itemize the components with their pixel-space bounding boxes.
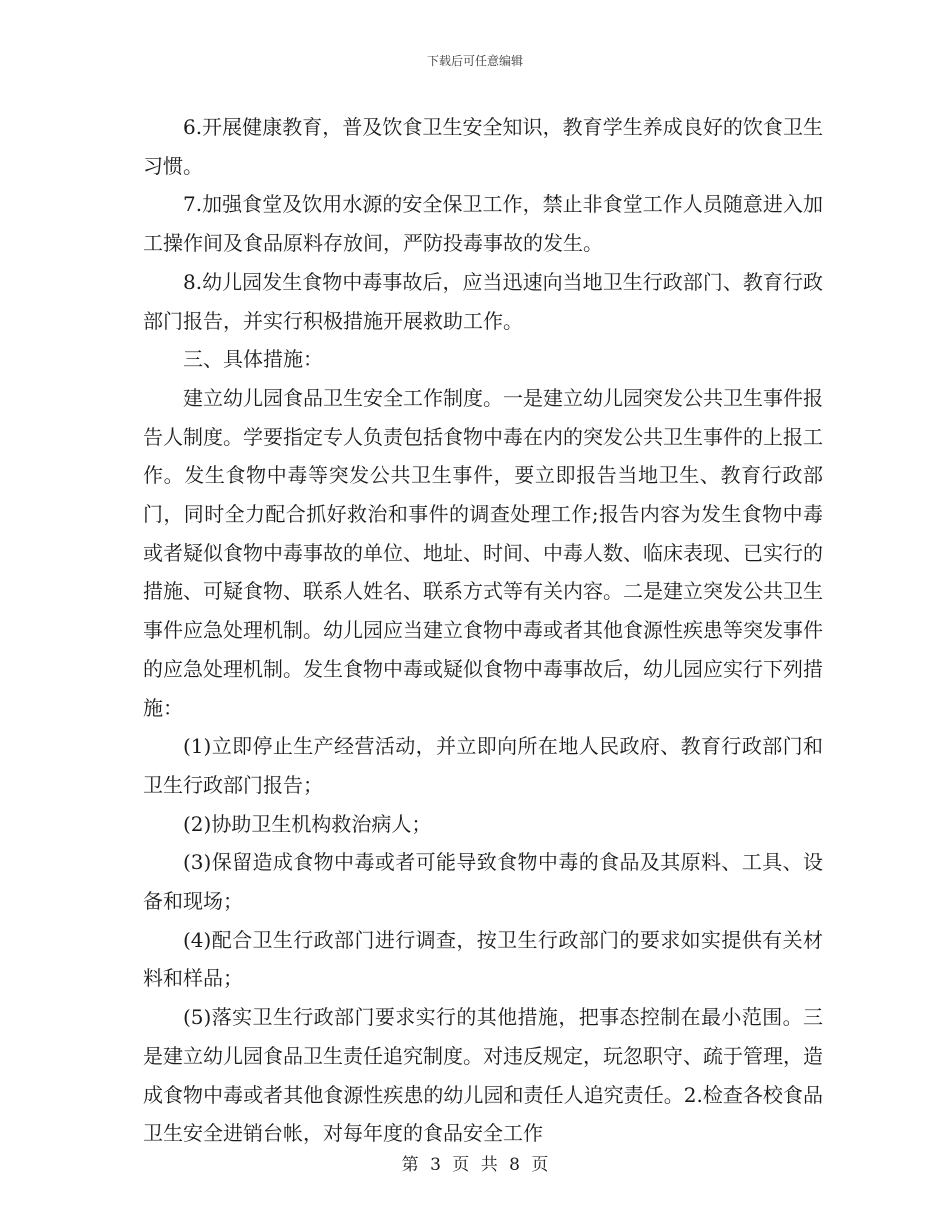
total-pages-number: 8	[509, 1155, 520, 1175]
page-label-mid2: 共	[480, 1155, 498, 1175]
page-label-suffix: 页	[531, 1155, 549, 1175]
measure-item-5: (5)落实卫生行政部门要求实行的其他措施，把事态控制在最小范围。三是建立幼儿园食品卫生责任追究制度。对违反规定，玩忽职守、疏于管理，造成食物中毒或者其他食源性疾患的幼儿园和责任人追究责任。2.检查各校食品卫生安全进销台帐，对每年度的食品安全工作	[143, 1005, 823, 1146]
paragraph-item-6: 6.开展健康教育，普及饮食卫生安全知识，教育学生养成良好的饮食卫生习惯。	[143, 115, 823, 178]
paragraph-safety-system: 建立幼儿园食品卫生安全工作制度。一是建立幼儿园突发公共卫生事件报告人制度。学要指定专人负责包括食物中毒在内的突发公共卫生事件的上报工作。发生食物中毒等突发公共卫生事件，要立即报告当地卫生、教育行政部门，同时全力配合抓好救治和事件的调查处理工作;报告内容为发生食物中毒或者疑似食物中毒事故的单位、地址、时间、中毒人数、临床表现、已实行的措施、可疑食物、联系人姓名、联系方式等有关内容。二是建立突发公共卫生事件应急处理机制。幼儿园应当建立食物中毒或者其他食源性疾患等突发事件的应急处理机制。发生食物中毒或疑似食物中毒事故后，幼儿园应实行下列措施：	[143, 385, 823, 720]
page-footer	[0, 1150, 950, 1175]
current-page-number: 3	[430, 1155, 441, 1175]
page-label-mid1: 页	[452, 1155, 470, 1175]
paragraph-item-8: 8.幼儿园发生食物中毒事故后，应当迅速向当地卫生行政部门、教育行政部门报告，并实行积极措施开展救助工作。	[143, 269, 823, 333]
page-header: 下载后可任意编辑	[426, 54, 523, 68]
measure-item-4: (4)配合卫生行政部门进行调查，按卫生行政部门的要求如实提供有关材料和样品；	[143, 927, 823, 991]
measure-item-2: (2)协助卫生机构救治病人；	[183, 811, 432, 836]
measure-item-1: (1)立即停止生产经营活动，并立即向所在地人民政府、教育行政部门和卫生行政部门报告；	[143, 734, 823, 797]
paragraph-item-7: 7.加强食堂及饮用水源的安全保卫工作，禁止非食堂工作人员随意进入加工操作间及食品原料存放间，严防投毒事故的发生。	[143, 192, 823, 256]
measure-item-3: (3)保留造成食物中毒或者可能导致食物中毒的食品及其原料、工具、设备和现场；	[143, 850, 823, 914]
section-heading-specific-measures: 三、具体措施：	[183, 347, 323, 372]
document-body	[143, 108, 823, 1153]
page-label-prefix: 第	[401, 1155, 419, 1175]
